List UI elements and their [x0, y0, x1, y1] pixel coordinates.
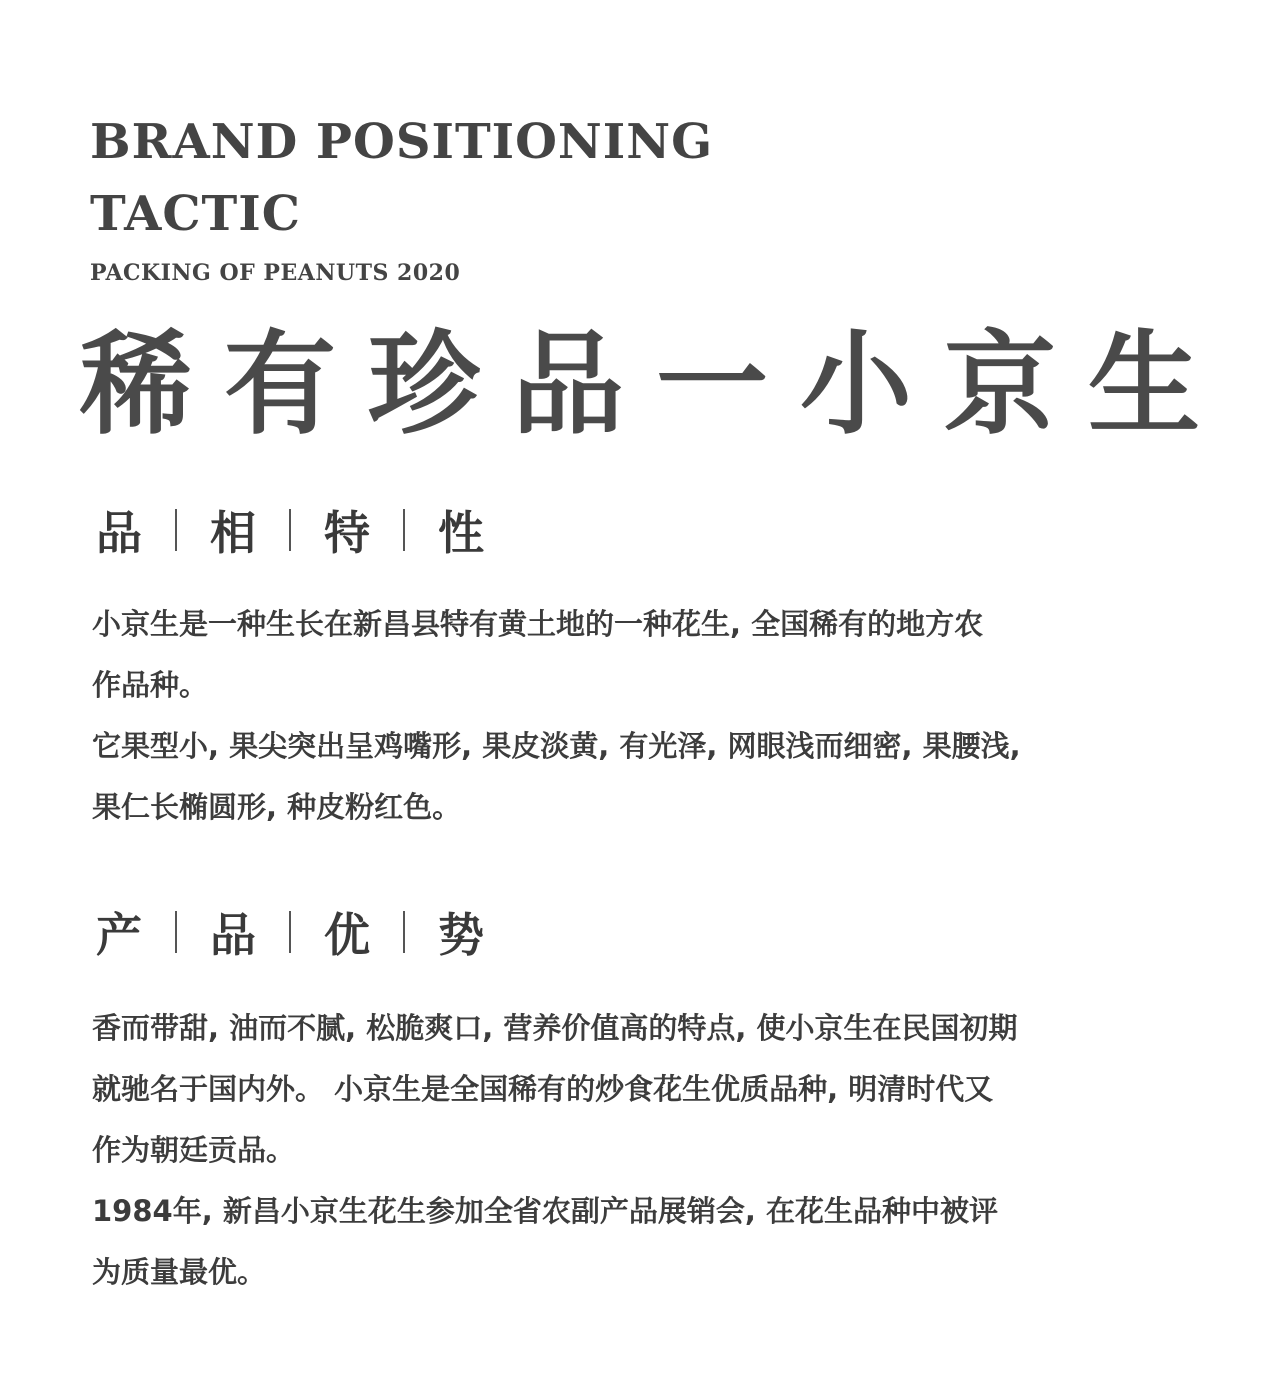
- body-line: 香而带甜, 油而不腻, 松脆爽口, 营养价值高的特点, 使小京生在民国初期: [92, 1011, 1018, 1045]
- hero-char: 京: [944, 319, 1056, 450]
- body-line: 为质量最优。: [92, 1255, 267, 1289]
- body-line: 果仁长椭圆形, 种皮粉红色。: [92, 790, 462, 824]
- heading-char: 性: [438, 506, 484, 560]
- divider: [403, 509, 405, 551]
- page-title-line-2: TACTIC: [90, 186, 301, 242]
- section-body-characteristics: [92, 594, 1212, 838]
- body-line: 1984年, 新昌小京生花生参加全省农副产品展销会, 在花生品种中被评: [92, 1194, 998, 1228]
- heading-char: 品: [96, 506, 142, 560]
- divider: [289, 911, 291, 953]
- hero-char: 珍: [368, 319, 480, 450]
- heading-char: 品: [210, 908, 256, 962]
- page-title-line-1: BRAND POSITIONING: [90, 114, 714, 170]
- body-line: 它果型小, 果尖突出呈鸡嘴形, 果皮淡黄, 有光泽, 网眼浅而细密, 果腰浅,: [92, 729, 1021, 763]
- heading-char: 产: [96, 908, 142, 962]
- heading-char: 特: [324, 506, 370, 560]
- divider: [289, 509, 291, 551]
- page-subtitle: PACKING OF PEANUTS 2020: [90, 260, 461, 286]
- section-heading-advantages: [92, 902, 488, 962]
- hero-char: 生: [1088, 319, 1200, 450]
- heading-char: 势: [438, 908, 484, 962]
- body-line: 作为朝廷贡品。: [92, 1133, 296, 1167]
- hero-char: 品: [512, 319, 624, 450]
- hero-char: 稀: [80, 319, 192, 450]
- divider: [175, 911, 177, 953]
- heading-char: 优: [324, 908, 370, 962]
- hero-slogan: [80, 320, 1200, 450]
- divider: [175, 509, 177, 551]
- divider: [403, 911, 405, 953]
- hero-char: 小: [800, 319, 912, 450]
- hero-char: 有: [224, 319, 336, 450]
- body-line: 小京生是一种生长在新昌县特有黄土地的一种花生, 全国稀有的地方农: [92, 607, 984, 641]
- hero-char: 一: [656, 319, 768, 450]
- section-body-advantages: [92, 998, 1212, 1303]
- body-line: 就驰名于国内外。 小京生是全国稀有的炒食花生优质品种, 明清时代又: [92, 1072, 994, 1106]
- section-heading-characteristics: [92, 500, 488, 560]
- body-line: 作品种。: [92, 668, 209, 702]
- heading-char: 相: [210, 506, 256, 560]
